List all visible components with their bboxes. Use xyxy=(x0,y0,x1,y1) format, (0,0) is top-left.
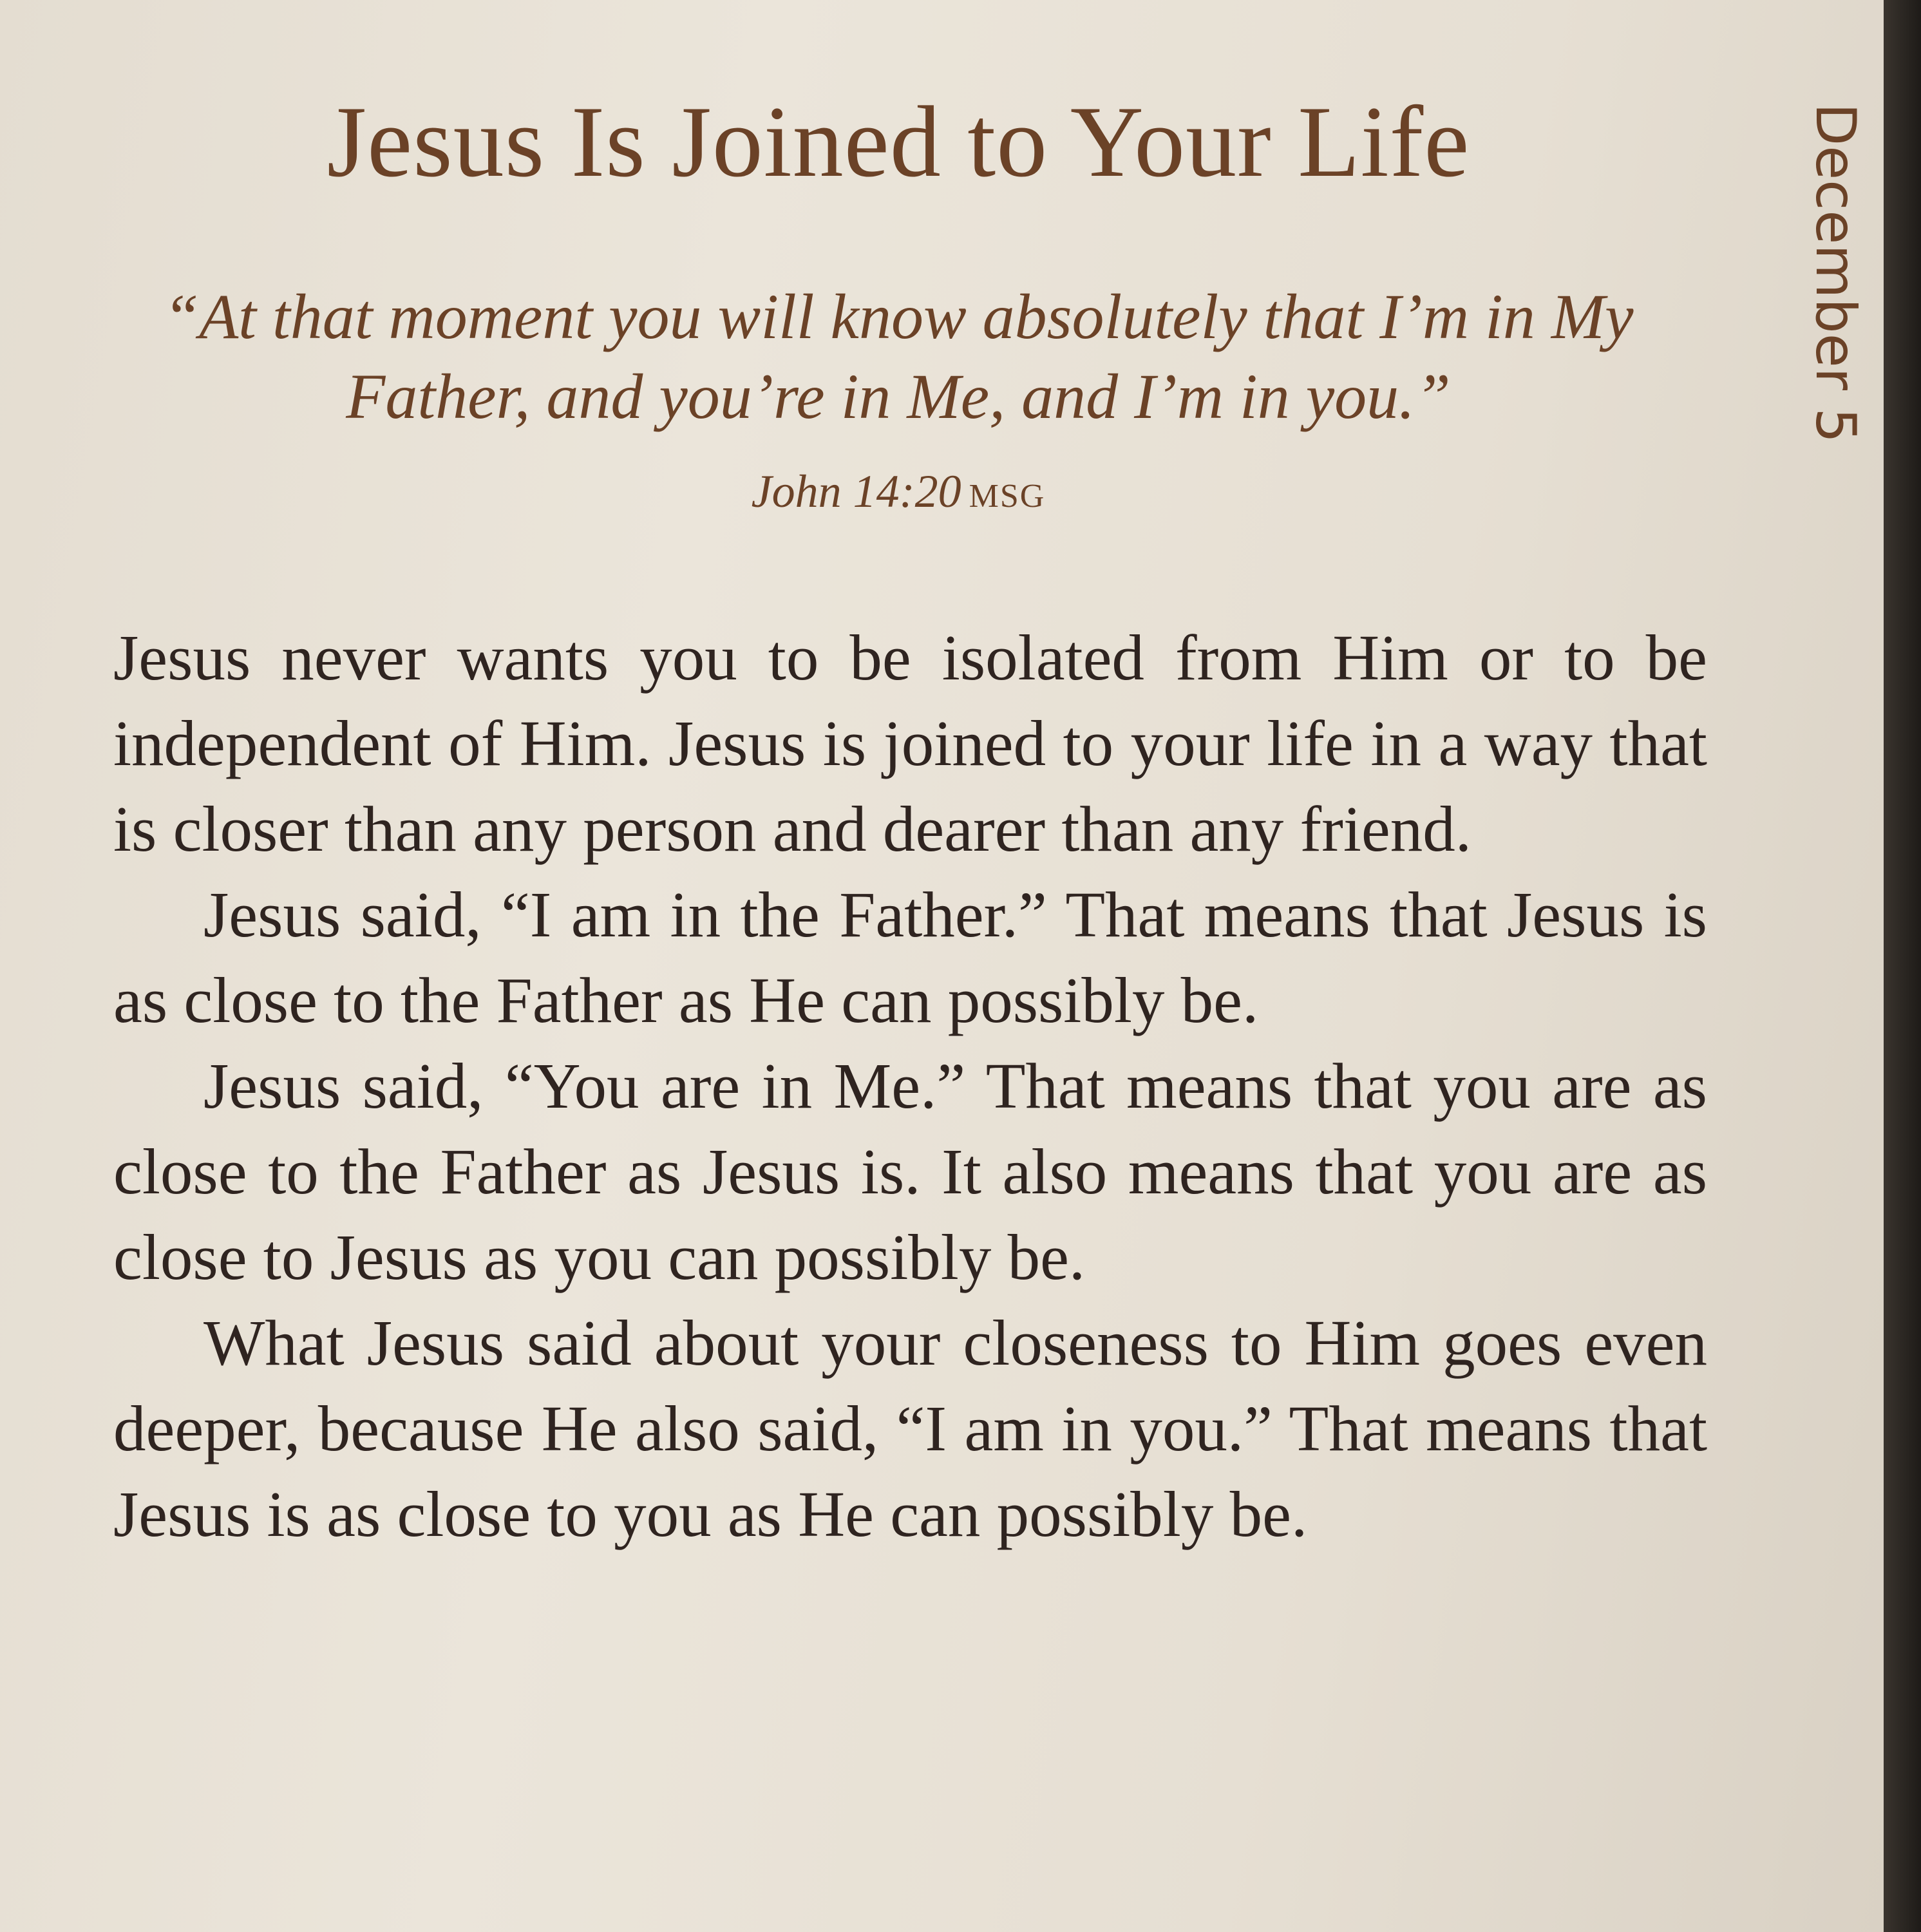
paragraph: What Jesus said about your closeness to Him goes even deeper, because He also said, “I am in you.” That means that Jesus is as close to you as He can possibly be. xyxy=(113,1307,1707,1550)
bible-version: MSG xyxy=(969,478,1046,515)
verse-reference: John 14:20 xyxy=(751,466,961,517)
devotional-body xyxy=(113,615,1707,1557)
scripture-citation xyxy=(0,465,1797,518)
paragraph: Jesus said, “I am in the Father.” That means that Jesus is as close to the Father as He can possibly be. xyxy=(113,878,1707,1036)
date-label: December 5 xyxy=(1803,103,1868,444)
paragraph: Jesus said, “You are in Me.” That means that you are as close to the Father as Jesus is. It also means that you are as close to Jesus as you can possibly be. xyxy=(113,1050,1707,1293)
page-edge-shadow xyxy=(1884,0,1921,1932)
page-title: Jesus Is Joined to Your Life xyxy=(326,86,1470,198)
scripture-quote: “At that moment you will know absolutely that I’m in My Father, and you’re in Me, and I’m in you.” xyxy=(163,281,1634,432)
paragraph: Jesus never wants you to be isolated from Him or to be independent of Him. Jesus is joined to your life in a way that is closer than any person and dearer than any friend. xyxy=(113,621,1707,865)
